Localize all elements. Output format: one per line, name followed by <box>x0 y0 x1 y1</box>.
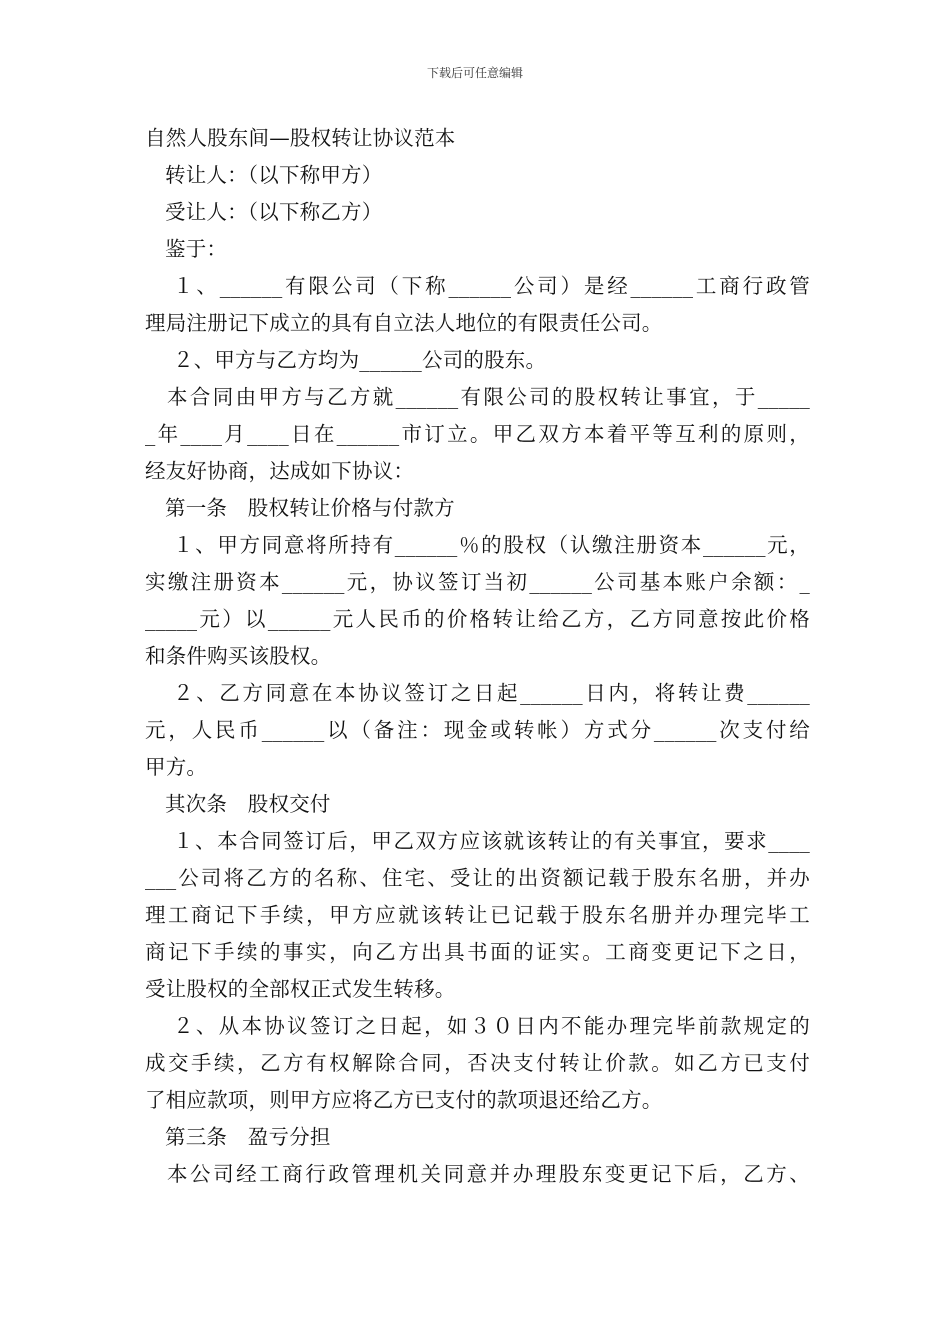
paragraph-line: 本公司经工商行政管理机关同意并办理股东变更记下后，乙方、 <box>167 1162 810 1186</box>
paragraph-line: 理工商记下手续，甲方应就该转让已记载于股东名册并办理完毕工 <box>145 903 810 927</box>
party-transferor: 转让人：（以下称甲方） <box>165 163 383 187</box>
paragraph-line: ２、从本协议签订之日起，如３０日内不能办理完毕前款规定的 <box>173 1014 810 1038</box>
paragraph-line: ___公司将乙方的名称、住宅、受让的出资额记载于股东名册，并办 <box>145 866 810 890</box>
paragraph-line: １、______有限公司（下称______公司）是经______工商行政管 <box>173 274 810 298</box>
paragraph-line: 受让股权的全部权正式发生转移。 <box>145 977 456 1001</box>
page-header-note: 下载后可任意编辑 <box>426 66 523 80</box>
document-title: 自然人股东间—股权转让协议范本 <box>145 126 456 150</box>
article-heading-3: 第三条 盈亏分担 <box>165 1125 331 1149</box>
paragraph-line: １、甲方同意将所持有______％的股权（认缴注册资本______元， <box>173 533 810 557</box>
paragraph-line: 本合同由甲方与乙方就______有限公司的股权转让事宜，于_____ <box>167 385 810 409</box>
paragraph-line: _____元）以______元人民币的价格转让给乙方，乙方同意按此价格 <box>145 607 810 631</box>
party-transferee: 受让人：（以下称乙方） <box>165 200 383 224</box>
paragraph-line: 理局注册记下成立的具有自立法人地位的有限责任公司。 <box>145 311 663 335</box>
paragraph-line: 和条件购买该股权。 <box>145 644 332 668</box>
paragraph-line: 元，人民币______以（备注：现金或转帐）方式分______次支付给 <box>145 718 810 742</box>
paragraph-line: ２、甲方与乙方均为______公司的股东。 <box>173 348 547 372</box>
paragraph-line: 经友好协商，达成如下协议： <box>145 459 415 483</box>
paragraph-line: _年____月____日在______市订立。甲乙双方本着平等互利的原则， <box>145 422 810 446</box>
article-heading-1: 第一条 股权转让价格与付款方 <box>165 496 455 520</box>
paragraph-line: 甲方。 <box>145 755 208 779</box>
paragraph-line: ２、乙方同意在本协议签订之日起______日内，将转让费______ <box>173 681 810 705</box>
contract-body <box>145 120 810 1193</box>
paragraph-line: 了相应款项，则甲方应将乙方已支付的款项退还给乙方。 <box>145 1088 663 1112</box>
article-heading-2: 其次条 股权交付 <box>165 792 331 816</box>
whereas-heading: 鉴于： <box>165 237 228 261</box>
paragraph-line: １、本合同签订后，甲乙双方应该就该转让的有关事宜，要求____ <box>173 829 810 853</box>
paragraph-line: 商记下手续的事实，向乙方出具书面的证实。工商变更记下之日， <box>145 940 810 964</box>
paragraph-line: 实缴注册资本______元，协议签订当初______公司基本账户余额：_ <box>145 570 810 594</box>
paragraph-line: 成交手续，乙方有权解除合同，否决支付转让价款。如乙方已支付 <box>145 1051 810 1075</box>
